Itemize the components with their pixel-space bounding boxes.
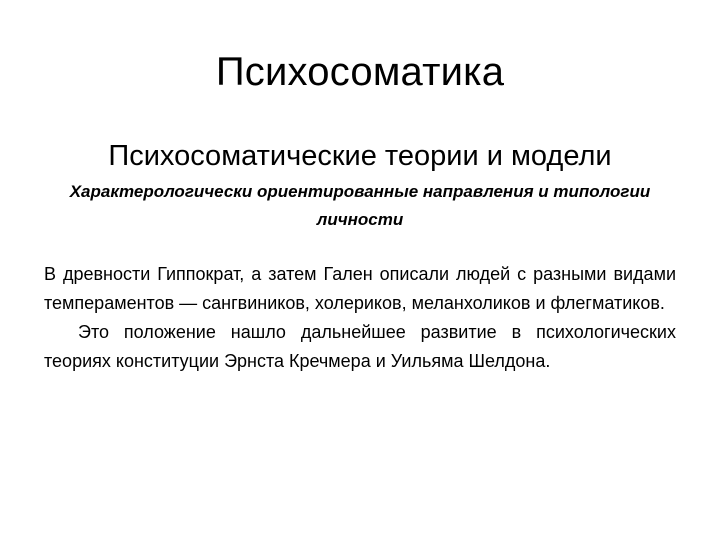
body-paragraph-1: В древности Гиппократ, а затем Гален описали людей с разными видами темпераментов — сангвиников, холериков, меланхоликов и флегматиков. [44,264,676,313]
body-paragraph-2: Это положение нашло дальнейшее развитие в психологических теориях конституции Эрнста Кречмера и Уильяма Шелдона. [44,322,676,371]
slide-subtitle: Психосоматические теории и модели [108,140,612,172]
slide-subheading: Характерологически ориентированные направления и типологии личности [69,182,651,229]
slide-title: Психосоматика [215,50,505,94]
slide-body [44,260,676,376]
